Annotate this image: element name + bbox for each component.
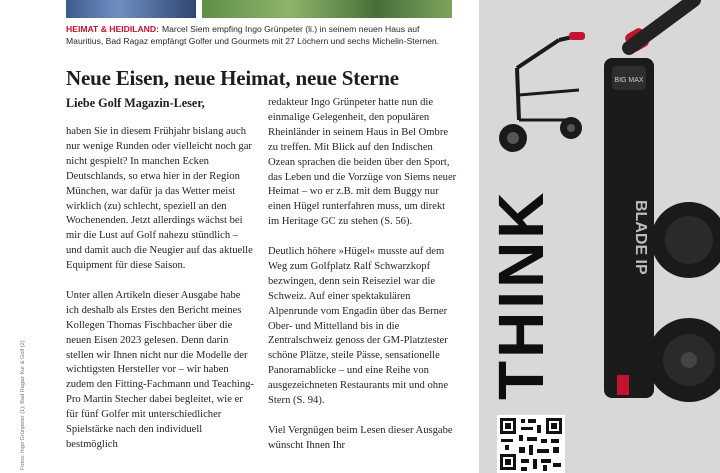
caption-head: HEIMAT & HEIDILAND: [66, 24, 159, 34]
ad-slogan: THINK [485, 189, 557, 400]
ad-brand-label: BIG MAX [614, 77, 644, 84]
photo-marcel-siem [66, 0, 196, 18]
paragraph: Deutlich höhere »Hügel« musste auf dem Weg zum Golfplatz Ralf Schwarzkopf bezwingen, denn sein Reiseziel war die Schweiz. Auf einer spektakulären Alpenrunde vom Engadin über das Berner Ober- und Mittelland bis in die Zentralschweiz genoss der GM-Platztester schöne Plätze, steile Pässe, sensationelle Panoramablicke – und eine Reihe von ausgezeichneten Restaurants mit und ohne Stern (S. 94). [268, 246, 449, 407]
article-column-left [66, 125, 256, 453]
paragraph: redakteur Ingo Grünpeter hatte nun die einmalige Gelegenheit, den populären Rheinländer in seinem Haus in Bel Ombre zu treffen. Mit Blick auf den Indischen Ozean sprachen die beiden über den Sport, das Leben und die Vorzüge von Siems neuer Heimat – wo er z.B. mit dem Buggy nur einen Hügel runterfahren muss, um direkt im Heritage GC zu stehen (S. 56). [268, 97, 457, 228]
paragraph: Viel Vergnügen beim Lesen dieser Ausgabe wünscht Ihnen Ihr [268, 424, 453, 451]
large-trolley-image [604, 0, 720, 402]
product-label: BLADE IP [632, 200, 649, 275]
small-trolley-image [499, 32, 585, 152]
golf-trolley-advertisement [479, 0, 720, 473]
paragraph: Unter allen Artikeln dieser Ausgabe habe ich deshalb als Erstes den Bericht meines Kollegen Thomas Fischbacher über die neuen Eisen 2023 gelesen. Denn darin stellen wir Ihnen nicht nur die Modelle der wichtigsten Hersteller vor – wir haben zudem den Fitting-Fachmann und Teaching-Pro Martin Stecher dabei begleitet, wie er für fünf Golfer mit unterschiedlicher Spielstärke nach den individuell bestmöglich [66, 289, 254, 451]
article-photo-strip [66, 0, 452, 18]
photo-bad-ragaz [202, 0, 452, 18]
golf-trolley-illustration [479, 0, 720, 473]
article-salutation: Liebe Golf Magazin-Leser, [66, 96, 205, 110]
photo-caption [66, 24, 456, 47]
caption-text: Marcel Siem empfing Ingo Grünpeter (li.) in seinem neuen Haus auf Mauritius, Bad Ragaz empfängt Golfer und Gourmets mit 27 Löchern und sechs Michelin-Sternen. [66, 24, 440, 46]
article-headline: Neue Eisen, neue Heimat, neue Sterne [66, 66, 399, 90]
ad-qr-code[interactable] [497, 415, 565, 473]
photo-credit: Fotos: Ingo Grünpeter (1); Bad Ragaz Kur & Golf (2) [20, 340, 26, 470]
article-column-right [268, 96, 458, 454]
paragraph: haben Sie in diesem Frühjahr bislang auch nur wenige Runden oder vielleicht noch gar nicht gespielt? In manchen Ecken Deutschlands, so etwa hier in der Region München, war dafür ja das Wetter meist wirklich (zu) schlecht, speziell an den Wochenenden. Jetzt allerdings wächst bei mir die Lust auf Golf nahezu stündlich – und damit auch die Neugier auf das aktuelle Equipment für diese Saison. [66, 126, 253, 272]
